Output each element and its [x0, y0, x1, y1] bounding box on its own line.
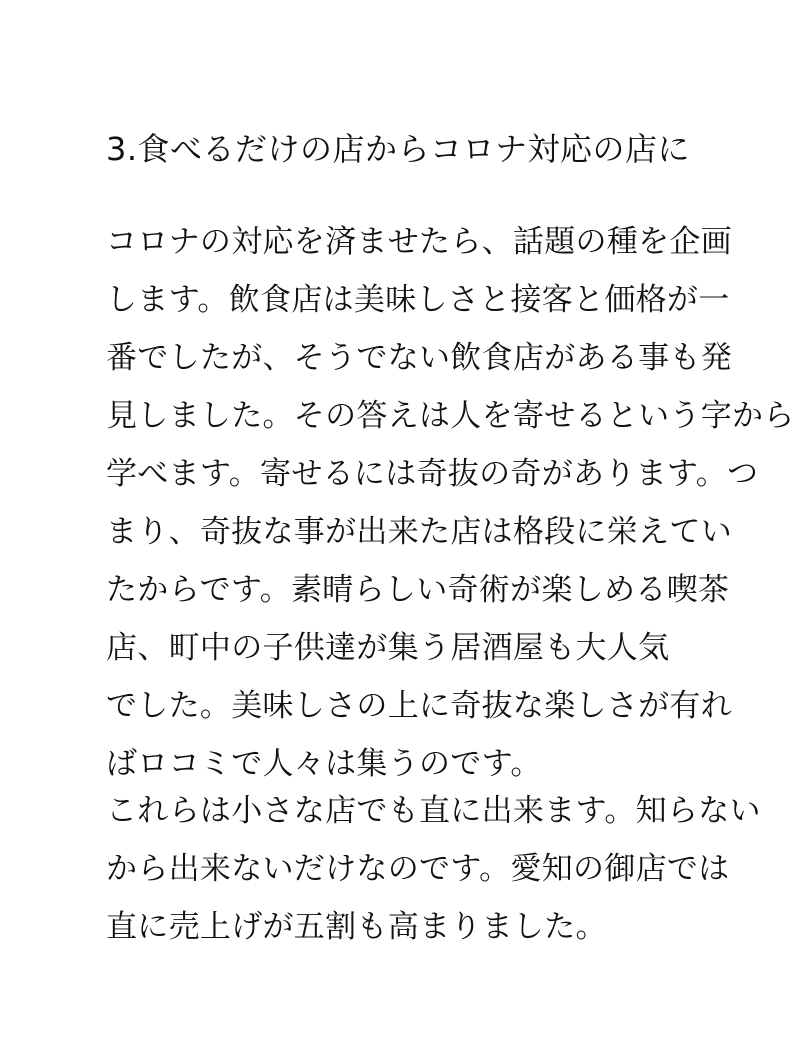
- body-line-11: これらは小さな店でも直に出来ます。知らない: [106, 793, 761, 829]
- body-text: [106, 218, 795, 961]
- body-line-3: 番でしたが、そうでない飲食店がある事も発: [106, 340, 732, 376]
- body-line-12: から出来ないだけなのです。愛知の御店では: [106, 851, 730, 887]
- body-line-5: 学べます。寄せるには奇抜の奇があります。つ: [106, 456, 759, 492]
- body-line-9: でした。美味しさの上に奇抜な楽しさが有れ: [106, 688, 732, 724]
- body-line-10: ばロコミで人々は集うのです。: [106, 746, 542, 782]
- body-line-7: たからです。素晴らしい奇術が楽しめる喫茶: [106, 572, 730, 608]
- section-heading: 3.食べるだけの店からコロナ対応の店に: [106, 130, 691, 168]
- body-line-6: まり、奇抜な事が出来た店は格段に栄えてい: [106, 514, 732, 550]
- body-line-13: 直に売上げが五割も高まりました。: [106, 909, 607, 945]
- body-line-8: 店、町中の子供達が集う居酒屋も大人気: [106, 630, 670, 666]
- body-line-4: 見しました。その答えは人を寄せるという字から: [106, 398, 795, 434]
- body-line-2: します。飲食店は美味しさと接客と価格が一: [106, 282, 730, 318]
- body-line-1: コロナの対応を済ませたら、話題の種を企画: [106, 224, 732, 260]
